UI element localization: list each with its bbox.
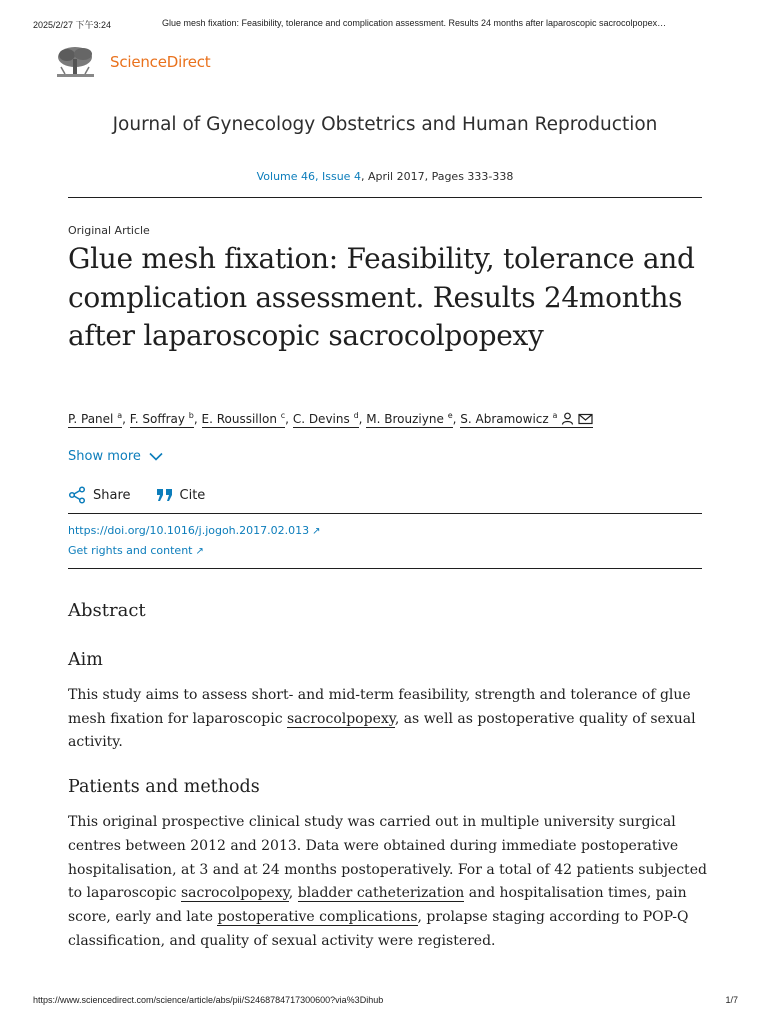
cite-label: Cite — [179, 487, 206, 503]
author-list: P. Panel $^a$, F. Soffray $^b$, E. Roussillon $^c$, C. Devins $^d$, M. Brouziyne $^e$, S. Abramowicz $^a$ — [68, 411, 708, 426]
logo-text: ScienceDirect — [110, 53, 211, 71]
sciencedirect-logo[interactable] — [53, 44, 233, 80]
author-link[interactable]: C. Devins $^d$ — [292, 411, 359, 426]
doi-link[interactable]: https://doi.org/10.1016/j.jogoh.2017.02.013 ↗ — [68, 524, 321, 537]
author-link[interactable]: E. Roussillon $^c$ — [201, 411, 286, 426]
quote-icon — [156, 488, 173, 502]
share-label: Share — [93, 487, 131, 503]
print-date: 2025/2/27 下午3:24 — [33, 20, 112, 30]
topic-link[interactable]: postoperative complications — [217, 909, 418, 926]
article-type: Original Article — [68, 224, 150, 237]
aim-heading: Aim — [68, 650, 103, 670]
abstract-heading: Abstract — [68, 600, 146, 621]
author-link[interactable]: F. Soffray $^b$ — [129, 411, 194, 426]
mail-icon — [578, 413, 593, 425]
volume-issue-link[interactable]: Volume 46, Issue 4 — [256, 170, 361, 183]
share-icon — [68, 486, 86, 504]
metadata-divider — [68, 568, 702, 569]
share-button[interactable] — [68, 486, 131, 504]
topic-link[interactable]: bladder catheterization — [297, 885, 465, 902]
author-link[interactable]: P. Panel $^a$ — [68, 411, 123, 426]
journal-issue-info — [68, 170, 702, 183]
external-link-icon: ↗ — [195, 546, 204, 557]
journal-name[interactable]: Journal of Gynecology Obstetrics and Human Reproduction — [112, 114, 658, 135]
aim-paragraph: This study aims to assess short- and mid-term feasibility, strength and tolerance of glue mesh fixation for laparoscopic sacrocolpopexy, as well as postoperative quality of sexual activity. — [68, 687, 696, 750]
topic-link[interactable]: sacrocolpopexy — [286, 710, 395, 727]
header-divider — [68, 197, 702, 198]
page-number: 1/7 — [725, 995, 738, 1005]
article-actions — [68, 486, 230, 504]
show-more-button[interactable] — [68, 449, 163, 464]
show-more-label: Show more — [68, 449, 141, 464]
topic-link[interactable]: sacrocolpopexy — [180, 885, 289, 902]
patients-methods-paragraph: This original prospective clinical study was carried out in multiple university surgical centres between 2012 and 2013. Data were obtained during immediate postoperative hospitalisation, at 3 and at 24 months postoperatively. For a total of 42 patients subjected to laparoscopic sacrocolpopexy, bladder catheterization and hospitalisation times, pain score, early and late postoperative complications, prolapse staging according to POP-Q classification, and quality of sexual activity were registered. — [68, 814, 707, 949]
cite-button[interactable] — [156, 488, 206, 503]
actions-divider — [68, 513, 702, 514]
patients-methods-heading: Patients and methods — [68, 777, 260, 797]
date-pages: , April 2017, Pages 333-338 — [360, 170, 514, 183]
author-link[interactable]: M. Brouziyne $^e$ — [366, 411, 453, 426]
print-url: https://www.sciencedirect.com/science/article/abs/pii/S2468784717300600?via%3Dihub — [33, 995, 384, 1005]
chevron-down-icon — [149, 452, 163, 461]
print-page-title: Glue mesh fixation: Feasibility, tolerance and complication assessment. Results 24 months after laparoscopic sacrocolpopex… — [162, 18, 667, 28]
rights-link[interactable]: Get rights and content ↗ — [68, 544, 204, 557]
external-link-icon: ↗ — [312, 526, 321, 537]
elsevier-tree-icon — [53, 45, 98, 80]
article-title: Glue mesh fixation: Feasibility, tolerance and complication assessment. Results 24months after laparoscopic sacrocolpopexy — [68, 242, 695, 352]
author-link[interactable]: S. Abramowicz $^a$ — [460, 412, 593, 428]
person-icon — [561, 412, 574, 425]
